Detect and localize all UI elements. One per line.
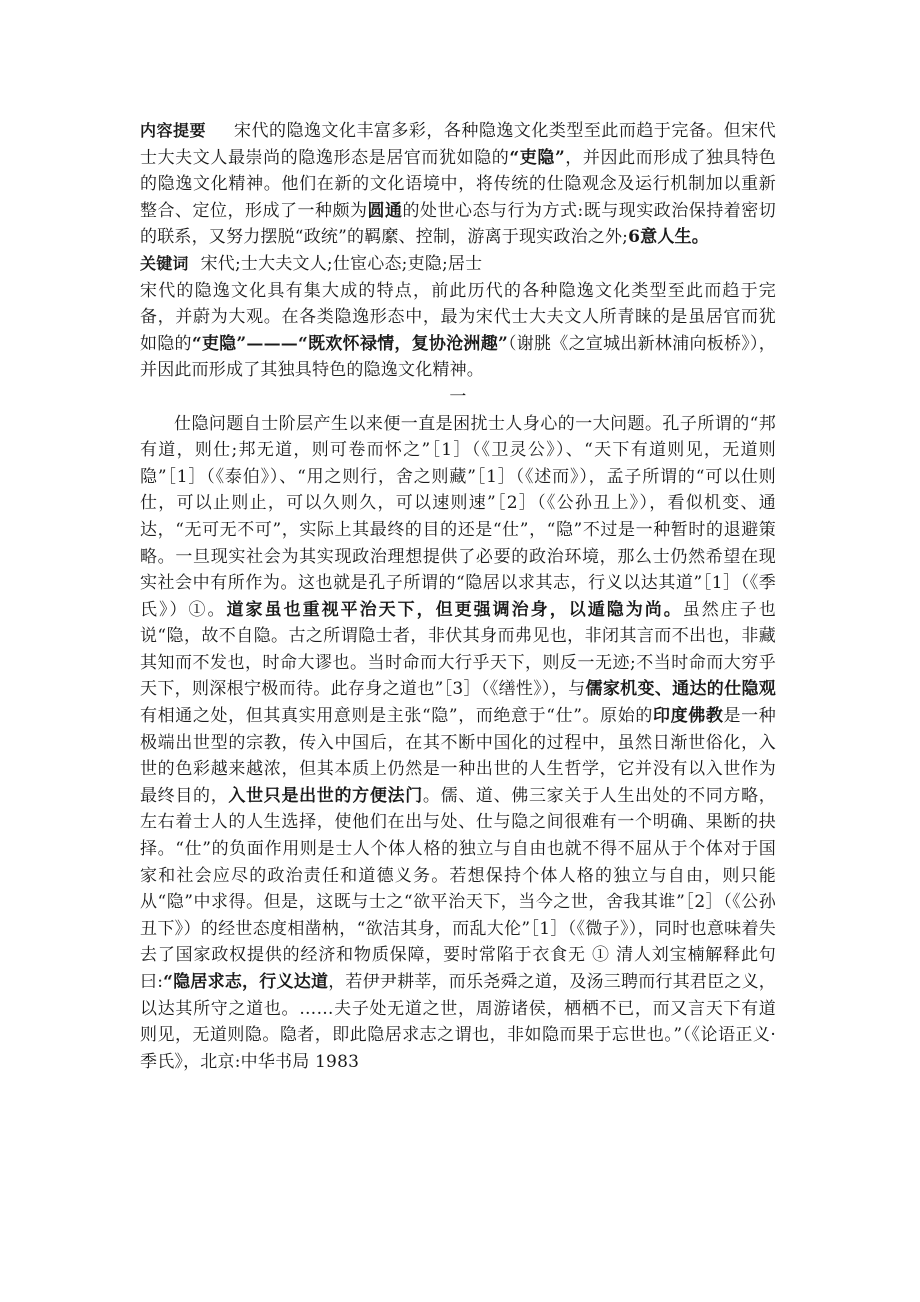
body-bold-5: “隐居求志，行义达道 xyxy=(163,972,329,992)
body-text-6: ，若伊尹耕莘，而乐尧舜之道，及汤三聘而行其君臣之义，以达其所守之道也。……夫子处无道之世，周游诸侯，栖栖不已，而又言天下有道则见，无道则隐。隐者，即此隐居求志之谓也，非如隐而果于忘世也。”（《论语正义·季氏》，北京:中华书局 1983 xyxy=(140,972,776,1072)
abstract-text-1: 宋代的隐逸文化丰富多彩，各种隐逸文化类型至此而趋于完备。但宋代士大夫文人最崇尚的隐逸形态是居官而犹如隐的 xyxy=(140,121,776,168)
abstract-text-2: ，并因此而形成了独具特色的隐逸文化精神。他们在新的文化语境中，将传统的仕隐观念及运行机制加以重新整合、定位，形成了一种颇为 xyxy=(140,147,776,221)
keywords-label: 关键词 xyxy=(140,253,189,273)
abstract-text-3: 的处世心态与行为方式:既与现实政治保持着密切的联系，又努力摆脱“政统”的羁縻、控制，游离于现实政治之外; xyxy=(140,200,776,248)
body-text-1: 仕隐问题自士阶层产生以来便一直是困扰士人身心的一大问题。孔子所谓的“邦有道，则仕;邦无道，则可卷而怀之”［1］（《卫灵公》）、“天下有道则见，无道则隐”［1］（《泰伯》）、“用之则行，舍之则藏”［1］（《述而》），孟子所谓的“可以仕则仕，可以止则止，可以久则久，可以速则速”［2］（《公孙丑上》），看似机变、通达，“无可无不可”，实际上其最终的目的还是“仕”，“隐”不过是一种暂时的退避策略。一旦现实社会为其实现政治理想提供了必要的政治环境，那么士仍然希望在现实社会中有所作为。这也就是孔子所谓的“隐居以求其志，行义以达其道”［1］（《季氏》）①。 xyxy=(140,413,776,620)
abstract-paragraph xyxy=(140,118,776,251)
body-paragraph xyxy=(140,411,776,1076)
body-text-4: 是一种极端出世型的宗教，传入中国后，在其不断中国化的过程中，虽然日渐世俗化，入世的色彩越来越浓，但其本质上仍然是一种出世的人生哲学，它并没有以入世作为最终目的， xyxy=(140,706,776,806)
body-bold-4: 入世只是出世的方便法门 xyxy=(228,785,423,806)
abstract-bold-2: 圆通 xyxy=(367,200,403,221)
body-text-3: 有相通之处，但其真实用意则是主张“隐”，而绝意于“仕”。原始的 xyxy=(140,706,654,727)
section-number: 一 xyxy=(449,386,467,407)
intro-text-1: 宋代的隐逸文化具有集大成的特点，前此历代的各种隐逸文化类型至此而趋于完备，并蔚为大观。在各类隐逸形态中，最为宋代士大夫文人所青睐的是虽居官而犹如隐的 xyxy=(140,280,776,354)
intro-text-2: （谢朓《之宣城出新林浦向板桥》），并因此而形成了其独具特色的隐逸文化精神。 xyxy=(140,333,776,381)
body-bold-3: 印度佛教 xyxy=(653,706,724,727)
body-bold-2: 儒家机变、通达的仕隐观 xyxy=(585,679,776,700)
body-text-5: 。儒、道、佛三家关于人生出处的不同方略，左右着士人的人生选择，使他们在出与处、仕与隐之间很难有一个明确、果断的抉择。“仕”的负面作用则是士人个体人格的独立与自由也就不得不屈从于个体对于国家和社会应尽的政治责任和道德义务。若想保持个体人格的独立与自由，则只能从“隐”中求得。但是，这既与士之“欲平治天下，当今之世，舍我其谁”［2］（《公孙丑下》）的经世态度相凿枘，“欲洁其身，而乱大伦”［1］（《微子》），同时也意味着失去了国家政权提供的经济和物质保障，要时常陷于衣食无 ① 清人刘宝楠解释此句曰: xyxy=(140,785,777,992)
abstract-bold-3: 6意人生。 xyxy=(628,227,709,248)
intro-bold-1: “吏隐”———“既欢怀禄情，复协沧洲趣” xyxy=(191,333,508,354)
body-text-2: 虽然庄子也说“隐，故不自隐。古之所谓隐士者，非伏其身而弗见也，非闭其言而不出也，非藏其知而不发也，时命大谬也。当时命而大行乎天下，则反一无迹;不当时命而大穷乎天下，则深根宁极而待。此存身之道也”［3］（《缮性》），与 xyxy=(140,599,777,700)
abstract-bold-1: “吏隐” xyxy=(509,147,565,168)
keywords-text: 宋代;士大夫文人;仕宦心态;吏隐;居士 xyxy=(200,253,483,274)
body-bold-1: 道家虽也重视平治天下，但更强调治身，以遁隐为尚。 xyxy=(226,599,683,620)
abstract-label: 内容提要 xyxy=(140,121,206,140)
document-content xyxy=(140,118,776,1075)
intro-paragraph xyxy=(140,278,776,384)
keywords-paragraph xyxy=(140,251,776,278)
